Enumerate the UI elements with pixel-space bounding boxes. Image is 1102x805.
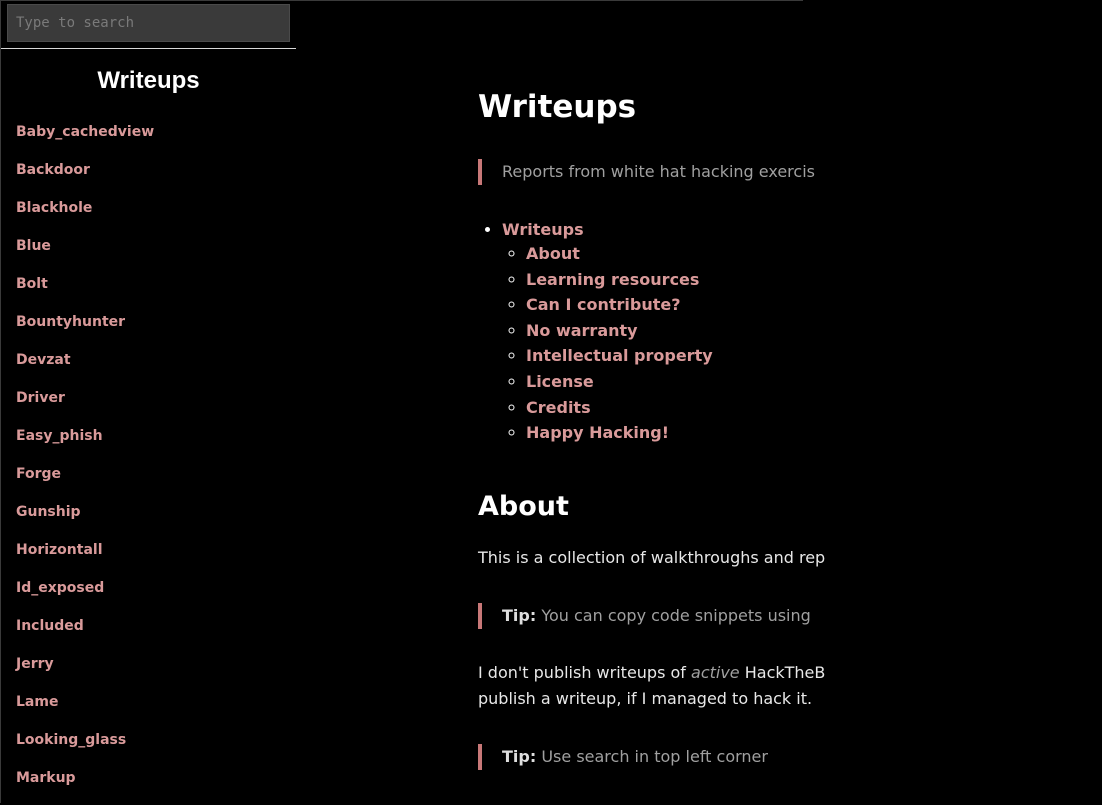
sidebar-item [16, 273, 154, 311]
sidebar [1, 1, 296, 805]
search-input[interactable] [8, 5, 289, 41]
tip-label: Tip: [502, 606, 537, 625]
sidebar-link[interactable]: Devzat [16, 352, 71, 368]
toc-item [526, 395, 1102, 421]
toc-link-writeups[interactable]: Writeups [502, 220, 584, 239]
sidebar-link[interactable]: Included [16, 618, 84, 634]
sidebar-item [16, 425, 154, 463]
sidebar-item [16, 349, 154, 387]
sidebar-link[interactable]: Baby_cachedview [16, 124, 155, 140]
sidebar-link[interactable]: Jerry [16, 656, 54, 672]
sidebar-link[interactable]: Driver [16, 390, 65, 406]
sidebar-item [16, 539, 154, 577]
toc-link-intellectual-property[interactable]: Intellectual property [526, 346, 713, 366]
sidebar-link[interactable]: Gunship [16, 504, 81, 520]
sidebar-item [16, 729, 154, 767]
tip-blockquote [478, 603, 811, 629]
about-paragraph: This is a collection of walkthroughs and rep [478, 548, 826, 567]
sidebar-item [16, 121, 154, 159]
sidebar-link[interactable]: Backdoor [16, 162, 90, 178]
sidebar-link[interactable]: Markup [16, 770, 76, 786]
toc-link-no-warranty[interactable]: No warranty [526, 320, 638, 340]
sidebar-link[interactable]: Blue [16, 238, 51, 254]
toc-item [526, 267, 1102, 293]
toc-item [526, 420, 1102, 446]
toc-link-license[interactable]: License [526, 371, 594, 391]
toc-link-about[interactable]: About [526, 244, 580, 263]
search-box [7, 4, 290, 42]
sidebar-divider [1, 48, 296, 49]
toc-root-item [502, 219, 1102, 446]
table-of-contents [478, 219, 1102, 446]
toc-link-happy-hacking[interactable]: Happy Hacking! [526, 423, 670, 443]
sidebar-item [16, 197, 154, 235]
sidebar-item [16, 691, 154, 729]
sidebar-item [16, 387, 154, 425]
paragraph-text: I don't publish writeups of [478, 663, 692, 682]
toc-item [526, 292, 1102, 318]
sidebar-item [16, 653, 154, 691]
emphasis-text: active [691, 663, 740, 682]
active-writeups-paragraph [478, 660, 1078, 712]
toc-link-contribute[interactable]: Can I contribute? [526, 295, 681, 315]
sidebar-link[interactable]: Id_exposed [16, 580, 105, 596]
page-title: Writeups [478, 89, 637, 125]
sidebar-item [16, 615, 154, 653]
sidebar-item [16, 501, 154, 539]
tip-blockquote [478, 744, 768, 770]
sidebar-link[interactable]: Lame [16, 694, 59, 710]
sidebar-link[interactable]: Bolt [16, 276, 48, 292]
sidebar-link[interactable]: Looking_glass [16, 732, 127, 748]
about-heading: About [478, 491, 569, 522]
sidebar-item [16, 577, 154, 615]
intro-blockquote [478, 159, 815, 185]
sidebar-link[interactable]: Blackhole [16, 200, 93, 216]
sidebar-link[interactable]: Forge [16, 466, 62, 482]
toc-item [526, 241, 1102, 267]
sidebar-item [16, 463, 154, 501]
tip-label: Tip: [502, 747, 537, 766]
tip-text: Use search in top left corner [536, 747, 768, 766]
paragraph-text: HackTheB [739, 663, 826, 682]
sidebar-link[interactable]: Horizontall [16, 542, 103, 558]
toc-link-learning-resources[interactable]: Learning resources [526, 269, 700, 289]
paragraph-text: publish a writeup, if I managed to hack it. [478, 689, 813, 708]
sidebar-link[interactable]: Easy_phish [16, 428, 103, 444]
sidebar-link[interactable]: Bountyhunter [16, 314, 126, 330]
toc-item [526, 318, 1102, 344]
toc-item [526, 369, 1102, 395]
main-content [478, 1, 826, 805]
sidebar-item [16, 767, 154, 805]
sidebar-title: Writeups [97, 67, 200, 94]
sidebar-item [16, 159, 154, 197]
sidebar-nav [16, 121, 154, 805]
intro-text: Reports from white hat hacking exercis [502, 162, 815, 181]
tip-text: You can copy code snippets using [536, 606, 811, 625]
sidebar-item [16, 235, 154, 273]
toc-link-credits[interactable]: Credits [526, 397, 591, 417]
toc-sublist [502, 241, 1102, 446]
sidebar-item [16, 311, 154, 349]
toc-item [526, 343, 1102, 369]
